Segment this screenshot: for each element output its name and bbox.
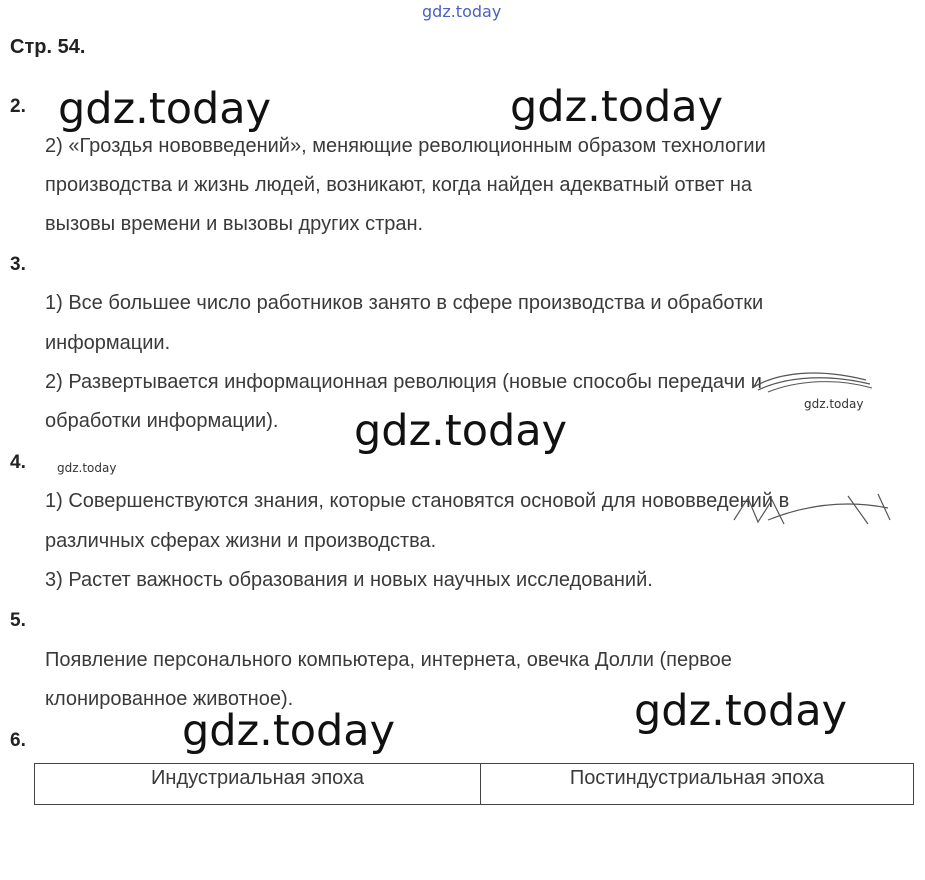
question-number-2: 2. [10,96,26,117]
answer-line: 2) «Гроздья нововведений», меняющие революционным образом технологии [45,135,766,157]
table-header-cell: Постиндустриальная эпоха [481,764,914,805]
answer-line: информации. [45,332,171,354]
answer-line: 2) Развертывается информационная революция (новые способы передачи и [45,371,762,393]
answer-line: 1) Все большее число работников занято в сфере производства и обработки [45,292,764,314]
answer-line: обработки информации). [45,410,279,432]
question-number-3: 3. [10,254,26,275]
answer-line: Появление персонального компьютера, интернета, овечка Долли (первое [45,649,732,671]
watermark: gdz.today [634,686,848,736]
question-number-5: 5. [10,610,26,631]
watermark-small: gdz.today [57,461,117,475]
watermark-small: gdz.today [804,397,864,411]
question-number-6: 6. [10,730,26,751]
table-header-cell: Индустриальная эпоха [35,764,481,805]
table-header-row [35,764,914,805]
answer-line: клонированное животное). [45,688,294,710]
scribble-mark [728,490,898,530]
answer-line: производства и жизнь людей, возникают, когда найден адекватный ответ на [45,174,753,196]
watermark: gdz.today [182,706,396,756]
question-number-4: 4. [10,452,26,473]
answer-line: 1) Совершенствуются знания, которые становятся основой для нововведений в [45,490,790,512]
page-title: Стр. 54. [10,36,86,58]
answer-line: вызовы времени и вызовы других стран. [45,213,424,235]
comparison-table [34,763,914,805]
watermark: gdz.today [354,406,568,456]
watermark: gdz.today [510,82,724,132]
scribble-mark [748,366,878,396]
answer-line: 3) Растет важность образования и новых научных исследований. [45,569,653,591]
watermark-top: gdz.today [422,2,502,21]
answer-line: различных сферах жизни и производства. [45,530,437,552]
watermark: gdz.today [58,84,272,134]
